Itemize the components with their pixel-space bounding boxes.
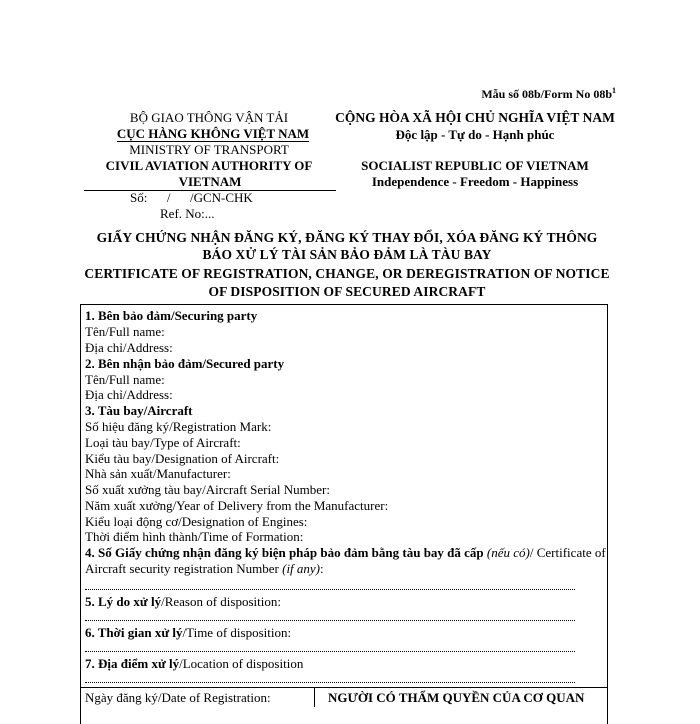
title-vi-line-2: BÁO XỬ LÝ TÀI SẢN BẢO ĐẢM LÀ TÀU BAY	[202, 247, 492, 262]
certificate-number-heading: 4. Số Giấy chứng nhận đăng ký biện pháp bảo đảm bằng tàu bay đã cấp (nếu có)/ Certificate of	[85, 545, 606, 560]
authority-vi: CỤC HÀNG KHÔNG VIỆT NAM	[116, 126, 310, 141]
ministry-vi: BỘ GIAO THÔNG VẬN TẢI	[129, 110, 289, 125]
authority-en-2: VIETNAM	[84, 174, 336, 191]
motto-vi: Độc lập - Tự do - Hạnh phúc	[395, 127, 555, 142]
republic-en: SOCIALIST REPUBLIC OF VIETNAM	[361, 158, 589, 173]
securing-party-heading: 1. Bên bảo đảm/Securing party	[85, 308, 258, 323]
registration-mark-label: Số hiệu đăng ký/Registration Mark:	[85, 419, 272, 434]
formation-time-label: Thời điểm hình thành/Time of Formation:	[85, 529, 304, 544]
certificate-number-line-2: Aircraft security registration Number (if any):	[85, 561, 324, 576]
title-en-line-1: CERTIFICATE OF REGISTRATION, CHANGE, OR DEREGISTRATION OF NOTICE	[84, 266, 610, 281]
securing-party-address-label: Địa chỉ/Address:	[85, 340, 173, 355]
secured-party-address-label: Địa chỉ/Address:	[85, 387, 173, 402]
manufacturer-label: Nhà sản xuất/Manufacturer:	[85, 466, 231, 481]
disposition-location-dotted-line	[85, 682, 575, 683]
securing-party-name-label: Tên/Full name:	[85, 324, 165, 339]
engines-label: Kiểu loại động cơ/Designation of Engines:	[85, 514, 308, 529]
aircraft-type-label: Loại tàu bay/Type of Aircraft:	[85, 435, 241, 450]
ministry-en: MINISTRY OF TRANSPORT	[129, 142, 289, 157]
title-vi-line-1: GIẤY CHỨNG NHẬN ĐĂNG KÝ, ĐĂNG KÝ THAY ĐỔI, XÓA ĐĂNG KÝ THÔNG	[96, 230, 598, 245]
authority-signature-heading: NGƯỜI CÓ THẨM QUYỀN CỦA CƠ QUAN	[328, 690, 585, 705]
footer-divider	[80, 687, 608, 688]
aircraft-heading: 3. Tàu bay/Aircraft	[85, 403, 193, 418]
disposition-location-label: 7. Địa điểm xử lý/Location of disposition	[85, 656, 304, 671]
certificate-number-dotted-line	[85, 589, 575, 590]
republic-vi: CỘNG HÒA XÃ HỘI CHỦ NGHĨA VIỆT NAM	[335, 110, 615, 125]
delivery-year-label: Năm xuất xưởng/Year of Delivery from the Manufacturer:	[85, 498, 389, 513]
registration-date-label: Ngày đăng ký/Date of Registration:	[85, 690, 271, 705]
secured-party-name-label: Tên/Full name:	[85, 372, 165, 387]
disposition-time-dotted-line	[85, 651, 575, 652]
form-number: Mẫu số 08b/Form No $08b^1$	[481, 86, 616, 101]
aircraft-designation-label: Kiểu tàu bay/Designation of Aircraft:	[85, 451, 280, 466]
reference-number: Ref. No:...	[160, 206, 215, 221]
serial-number-label: Số xuất xưởng tàu bay/Aircraft Serial Number:	[85, 482, 330, 497]
document-number: Số: / /GCN-CHK	[130, 190, 253, 205]
secured-party-heading: 2. Bên nhận bảo đảm/Secured party	[85, 356, 285, 371]
title-en-line-2: OF DISPOSITION OF SECURED AIRCRAFT	[208, 284, 486, 299]
motto-en: Independence - Freedom - Happiness	[371, 174, 579, 189]
authority-en-1: CIVIL AVIATION AUTHORITY OF	[105, 158, 313, 173]
disposition-time-label: 6. Thời gian xử lý/Time of disposition:	[85, 625, 292, 640]
disposition-reason-dotted-line	[85, 620, 575, 621]
disposition-reason-label: 5. Lý do xử lý/Reason of disposition:	[85, 594, 281, 609]
footer-column-divider	[314, 687, 315, 707]
